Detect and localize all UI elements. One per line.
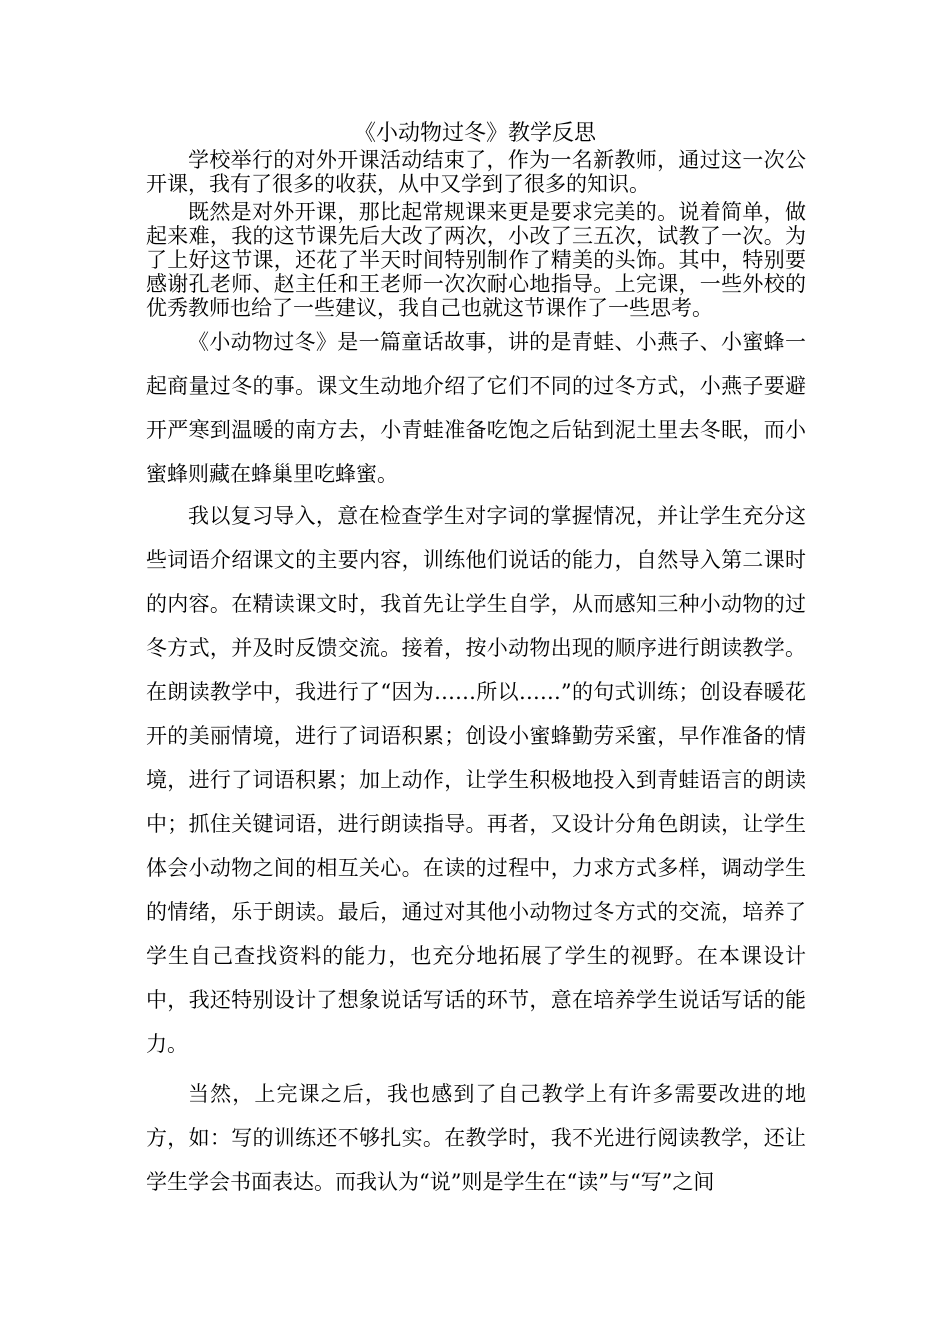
paragraph-4: 我以复习导入，意在检查学生对字词的掌握情况，并让学生充分这些词语介绍课文的主要内容，训练他们说话的能力，自然导入第二课时的内容。在精读课文时，我首先让学生自学，从而感知三种小动物的过冬方式，并及时反馈交流。接着，按小动物出现的顺序进行朗读教学。在朗读教学中，我进行了“因为……所以……”的句式训练；创设春暖花开的美丽情境，进行了词语积累；创设小蜜蜂勤劳采蜜，早作准备的情境，进行了词语积累；加上动作，让学生积极地投入到青蛙语言的朗读中；抓住关键词语，进行朗读指导。再者，又设计分角色朗读，让学生体会小动物之间的相互关心。在读的过程中，力求方式多样，调动学生的情绪，乐于朗读。最后，通过对其他小动物过冬方式的交流，培养了学生自己查找资料的能力，也充分地拓展了学生的视野。在本课设计中，我还特别设计了想象说话写话的环节，意在培养学生说话写话的能力。 (146, 504, 806, 1056)
paragraph-2: 既然是对外开课，那比起常规课来更是要求完美的。说着简单，做起来难，我的这节课先后大改了两次，小改了三五次，试教了一次。为了上好这节课，还花了半天时间特别制作了精美的头饰。其中，特别要感谢孔老师、赵主任和王老师一次次耐心地指导。上完课，一些外校的优秀教师也给了一些建议，我自己也就这节课作了一些思考。 (146, 200, 806, 320)
paragraph-5: 当然，上完课之后，我也感到了自己教学上有许多需要改进的地方，如：写的训练还不够扎实。在教学时，我不光进行阅读教学，还让学生学会书面表达。而我认为“说”则是学生在“读”与“写”之间 (146, 1082, 806, 1194)
paragraph-1: 学校举行的对外开课活动结束了，作为一名新教师，通过这一次公开课，我有了很多的收获，从中又学到了很多的知识。 (146, 148, 806, 196)
document-title: 《小动物过冬》教学反思 (353, 121, 596, 146)
paragraph-3: 《小动物过冬》是一篇童话故事，讲的是青蛙、小燕子、小蜜蜂一起商量过冬的事。课文生动地介绍了它们不同的过冬方式，小燕子要避开严寒到温暖的南方去，小青蛙准备吃饱之后钻到泥土里去冬眠，而小蜜蜂则藏在蜂巢里吃蜂蜜。 (146, 330, 806, 486)
